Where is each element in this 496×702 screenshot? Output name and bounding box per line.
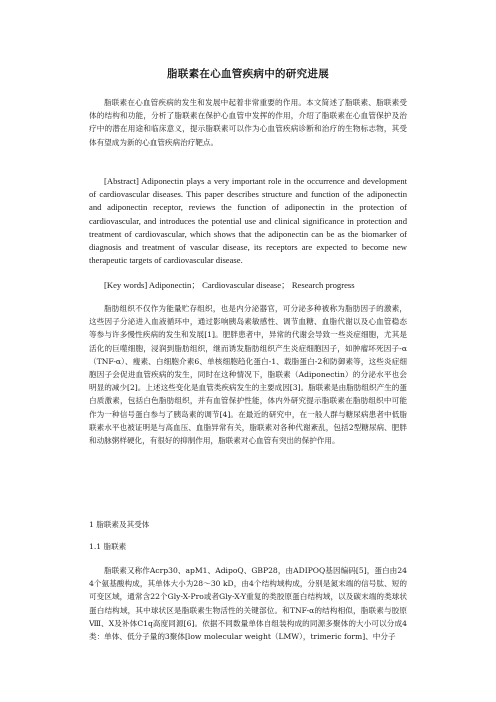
body-paragraph-intro: 脂肪组织不仅作为能量贮存组织，也是内分泌器官，可分泌多种被称为脂肪因子的激素，这些因子分泌进入血液循环中，通过影响胰岛素敏感性、调节血糖、血脂代谢以及心血管稳态等参与许多慢性疾病的发生和发展[1]。肥胖患者中，异常的代谢会导致一些炎症细胞，尤其是活化的巨噬细胞，浸润到脂肪组织，继而诱发脂肪组织产生炎症细胞因子，如肿瘤坏死因子-α（TNF-α）、瘦素、白细胞介素6、单核细胞趋化蛋白-1、载脂蛋白-2和防御素等，这些炎症细胞因子会促进血管疾病的发生，同时在这种情况下，脂联素（Adiponectin）的分泌水平也会明显的减少[2]。上述这些变化是血管类疾病发生的主要成因[3]。脂联素是由脂肪组织产生的蛋白质激素，包括白色脂肪组织，并有血管保护性能，体内外研究提示脂联素在脂肪组织中可能作为一种信号蛋白参与了胰岛素的调节[4]。在最近的研究中，在一般人群与糖尿病患者中低脂联素水平也被证明是与高血压、血脂异常有关，脂联素对各种代谢紊乱，包括2型糖尿病、肥胖和动脉粥样硬化，有很好的抑制作用，脂联素对心血管有突出的保护作用。 xyxy=(89,304,407,446)
keywords: [Key words] Adiponectin； Cardiovascular disease； Research progress xyxy=(104,280,355,290)
section-heading-1: 1 脂联素及其受体 xyxy=(89,520,150,529)
body-paragraph-adiponectin: 脂联素又称作Acrp30、apM1、AdipoQ、GBP28，由ADIPOQ基因编码[5]，蛋白由244个氨基酸构成，其单体大小为28～30 kD，由4个结构域构成，分别是氮末端的信号肽、短的可变区域，通常含22个Gly-X-Pro或者Gly-X-Y重复的类胶原蛋白结构域，以及碳末端的类球状蛋白结构域，其中球状区是脂联素生物活性的关键部位。和TNF-α的结构相似，脂联素与胶原Ⅷ、X及补体C1q高度同源[6]。依据不同数量单体自组装构成的同源多聚体的大小可以分成4类：单体、低分子量的3聚体[low molecular weight（LMW），trimeric form]、中分子 xyxy=(89,566,407,642)
section-heading-1-1: 1.1 脂联素 xyxy=(89,542,127,551)
chinese-abstract: 脂联素在心血管疾病的发生和发展中起着非常重要的作用。本文简述了脂联素、脂联素受体的结构和功能，分析了脂联素在保护心血管中发挥的作用，介绍了脂联素在心血管保护及治疗中的潜在用途和临床意义，提示脂联素可以作为心血管疾病诊断和治疗的生物标志物，其受体有望成为新的心血管疾病治疗靶点。 xyxy=(89,98,407,147)
english-abstract: [Abstract] Adiponectin plays a very important role in the occurrence and development of cardiovascular diseases. This paper describes structure and function of the adiponectin and adiponectin receptor, reviews the function of adiponectin in the protection of cardiovascular, and introduces the potential use and clinical significance in protection and treatment of cardiovascular, which shows that the adiponectin can be as the biomarker of diagnosis and treatment of vascular disease, its receptors are expected to become new therapeutic targets of cardiovascular disease. xyxy=(89,176,407,266)
paper-title: 脂联素在心血管疾病中的研究进展 xyxy=(167,68,329,80)
